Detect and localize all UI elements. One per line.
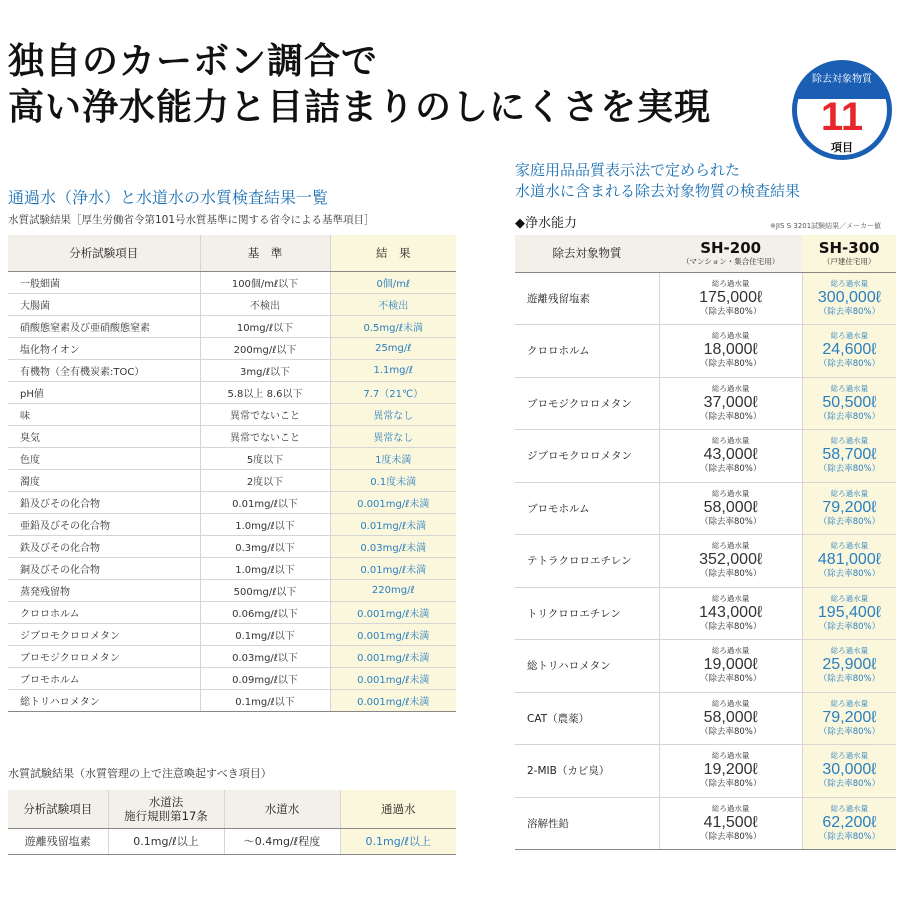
- cell-water-law: 0.1mg/ℓ以上: [108, 828, 224, 854]
- table-row: [8, 579, 456, 601]
- cell-sh300-capacity: [802, 377, 896, 430]
- cell-item: 味: [8, 403, 200, 425]
- table-row: [8, 645, 456, 667]
- cell-item: pH値: [8, 381, 200, 403]
- removal-rate: （除去率80%）: [699, 359, 762, 370]
- cell-result: 0個/mℓ: [330, 271, 456, 293]
- cell-standard: 不検出: [200, 293, 330, 315]
- cell-item: 有機物（全有機炭素:TOC）: [8, 359, 200, 381]
- table-row: [8, 381, 456, 403]
- cell-sh300-capacity: [802, 745, 896, 798]
- cell-item: ブロモホルム: [8, 667, 200, 689]
- cell-result: 0.5mg/ℓ未満: [330, 315, 456, 337]
- cell-sh200-capacity: [659, 535, 802, 588]
- cell-sh300-capacity: [802, 535, 896, 588]
- filtration-volume-label: 総ろ過水量: [830, 646, 869, 656]
- cell-sh300-capacity: [802, 640, 896, 693]
- cell-sh300-capacity: [802, 272, 896, 325]
- table-row: [515, 640, 896, 693]
- badge-unit: 項目: [831, 141, 853, 154]
- cell-standard: 0.1mg/ℓ以下: [200, 689, 330, 711]
- table-row: [8, 828, 456, 854]
- filtration-volume-label: 総ろ過水量: [711, 436, 750, 446]
- removal-rate: （除去率80%）: [699, 779, 762, 790]
- removal-rate: （除去率80%）: [818, 306, 881, 317]
- table-row: [8, 315, 456, 337]
- header-item: 分析試験項目: [8, 235, 200, 271]
- table-row: [515, 377, 896, 430]
- jis-note: ※JIS S 3201試験結果／メーカー値: [770, 222, 882, 230]
- items-count-badge: [792, 60, 892, 160]
- filtration-volume-label: 総ろ過水量: [711, 698, 750, 708]
- model-sh200-usage: （マンション・集合住宅用）: [682, 256, 780, 266]
- filtration-volume-label: 総ろ過水量: [830, 278, 869, 288]
- cell-sh300-capacity: [802, 587, 896, 640]
- filtration-volume-label: 総ろ過水量: [830, 383, 869, 393]
- header-sh300: [802, 235, 896, 272]
- filtration-volume-value: 58,000ℓ: [703, 708, 758, 726]
- table-row: [515, 692, 896, 745]
- removal-rate: （除去率80%）: [699, 726, 762, 737]
- cell-standard: 0.1mg/ℓ以下: [200, 623, 330, 645]
- table-row: [8, 425, 456, 447]
- cell-substance: ジブロモクロロメタン: [515, 430, 659, 483]
- cell-item: ジブロモクロロメタン: [8, 623, 200, 645]
- filtration-volume-value: 62,200ℓ: [822, 813, 877, 831]
- removal-rate: （除去率80%）: [699, 516, 762, 527]
- filtration-volume-label: 総ろ過水量: [830, 488, 869, 498]
- filtration-volume-label: 総ろ過水量: [830, 541, 869, 551]
- filtration-volume-value: 175,000ℓ: [699, 288, 763, 306]
- filtration-volume-value: 50,500ℓ: [822, 393, 877, 411]
- table-header-row: [515, 235, 896, 272]
- removal-rate: （除去率80%）: [818, 464, 881, 475]
- table-row: [8, 491, 456, 513]
- removal-rate: （除去率80%）: [818, 359, 881, 370]
- table-row: [515, 797, 896, 850]
- header-tap-water: 水道水: [224, 790, 340, 828]
- cell-sh200-capacity: [659, 325, 802, 378]
- cell-sh300-capacity: [802, 797, 896, 850]
- filtration-volume-value: 37,000ℓ: [703, 393, 758, 411]
- headline: [8, 38, 711, 130]
- cell-result: 0.001mg/ℓ未満: [330, 491, 456, 513]
- cell-result: 不検出: [330, 293, 456, 315]
- model-sh300: SH-300: [818, 238, 880, 257]
- table-row: [515, 272, 896, 325]
- filtration-volume-value: 30,000ℓ: [822, 761, 877, 779]
- badge-label: 除去対象物質: [797, 65, 887, 99]
- removal-title-line2: 水道水に含まれる除去対象物質の検査結果: [515, 182, 801, 200]
- cell-result: 0.03mg/ℓ未満: [330, 535, 456, 557]
- filtration-volume-value: 24,600ℓ: [822, 341, 877, 359]
- caution-items-table: [8, 790, 456, 855]
- cell-standard: 0.01mg/ℓ以下: [200, 491, 330, 513]
- cell-item: 亜鉛及びその化合物: [8, 513, 200, 535]
- table-row: [8, 601, 456, 623]
- table-row: [8, 359, 456, 381]
- table-row: [8, 535, 456, 557]
- cell-sh200-capacity: [659, 745, 802, 798]
- cell-result: 220mg/ℓ: [330, 579, 456, 601]
- filtration-volume-value: 352,000ℓ: [699, 551, 763, 569]
- removal-rate: （除去率80%）: [699, 831, 762, 842]
- header-sh200: [659, 235, 802, 272]
- cell-sh300-capacity: [802, 325, 896, 378]
- filtration-volume-value: 143,000ℓ: [699, 603, 763, 621]
- cell-substance: 総トリハロメタン: [515, 640, 659, 693]
- filtration-volume-label: 総ろ過水量: [711, 646, 750, 656]
- cell-result: 0.01mg/ℓ未満: [330, 557, 456, 579]
- cell-item: 大腸菌: [8, 293, 200, 315]
- cell-standard: 500mg/ℓ以下: [200, 579, 330, 601]
- removal-title-line1: 家庭用品品質表示法で定められた: [515, 161, 741, 179]
- removal-rate: （除去率80%）: [818, 674, 881, 685]
- cell-substance: CAT（農薬）: [515, 692, 659, 745]
- filtration-volume-value: 58,000ℓ: [703, 498, 758, 516]
- cell-item: 硝酸態窒素及び亜硝酸態窒素: [8, 315, 200, 337]
- table-row: [8, 623, 456, 645]
- cell-standard: 異常でないこと: [200, 425, 330, 447]
- table-row: [515, 535, 896, 588]
- table-row: [8, 557, 456, 579]
- cell-substance: 溶解性鉛: [515, 797, 659, 850]
- filtration-volume-label: 総ろ過水量: [830, 803, 869, 813]
- filtration-volume-label: 総ろ過水量: [830, 593, 869, 603]
- cell-item: 塩化物イオン: [8, 337, 200, 359]
- filtration-volume-label: 総ろ過水量: [711, 593, 750, 603]
- removal-rate: （除去率80%）: [699, 621, 762, 632]
- filtration-volume-label: 総ろ過水量: [830, 698, 869, 708]
- water-quality-table-body: [8, 271, 456, 711]
- cell-result: 0.01mg/ℓ未満: [330, 513, 456, 535]
- header-water-law: [108, 790, 224, 828]
- removal-rate: （除去率80%）: [818, 569, 881, 580]
- filtration-volume-label: 総ろ過水量: [830, 751, 869, 761]
- cell-result: 0.001mg/ℓ未満: [330, 645, 456, 667]
- header-filtered-water: 通過水: [340, 790, 456, 828]
- cell-sh200-capacity: [659, 587, 802, 640]
- cell-standard: 1.0mg/ℓ以下: [200, 557, 330, 579]
- filtration-volume-label: 総ろ過水量: [830, 331, 869, 341]
- cell-item: 遊離残留塩素: [8, 828, 108, 854]
- water-quality-subtitle: 水質試験結果［厚生労働省令第101号水質基準に関する省令による基準項目］: [8, 214, 375, 226]
- filtration-volume-value: 19,000ℓ: [703, 656, 758, 674]
- removal-rate: （除去率80%）: [699, 411, 762, 422]
- cell-sh200-capacity: [659, 482, 802, 535]
- caution-items-subtitle: 水質試験結果（水質管理の上で注意喚起すべき項目）: [8, 767, 272, 780]
- cell-substance: トリクロロエチレン: [515, 587, 659, 640]
- table-header-row: [8, 790, 456, 828]
- cell-result: 0.001mg/ℓ未満: [330, 623, 456, 645]
- water-quality-table: [8, 235, 456, 712]
- cell-result: 異常なし: [330, 425, 456, 447]
- filtration-volume-value: 195,400ℓ: [817, 603, 881, 621]
- cell-substance: ブロモホルム: [515, 482, 659, 535]
- filtration-volume-label: 総ろ過水量: [830, 436, 869, 446]
- header-substance: 除去対象物質: [515, 235, 659, 272]
- cell-item: クロロホルム: [8, 601, 200, 623]
- model-sh300-usage: （戸建住宅用）: [822, 256, 876, 266]
- table-row: [8, 667, 456, 689]
- table-row: [8, 403, 456, 425]
- cell-substance: 遊離残留塩素: [515, 272, 659, 325]
- cell-sh200-capacity: [659, 797, 802, 850]
- removal-results-title: [515, 160, 800, 202]
- cell-sh300-capacity: [802, 430, 896, 483]
- cell-standard: 10mg/ℓ以下: [200, 315, 330, 337]
- cell-item: 銅及びその化合物: [8, 557, 200, 579]
- filtration-volume-value: 79,200ℓ: [822, 708, 877, 726]
- cell-standard: 1.0mg/ℓ以下: [200, 513, 330, 535]
- removal-capacity-table: [515, 235, 896, 850]
- table-row: [8, 447, 456, 469]
- header-item: 分析試験項目: [8, 790, 108, 828]
- removal-rate: （除去率80%）: [818, 831, 881, 842]
- filtration-volume-label: 総ろ過水量: [711, 488, 750, 498]
- cell-result: 1度未満: [330, 447, 456, 469]
- removal-rate: （除去率80%）: [699, 306, 762, 317]
- removal-rate: （除去率80%）: [818, 516, 881, 527]
- cell-substance: テトラクロロエチレン: [515, 535, 659, 588]
- cell-item: 臭気: [8, 425, 200, 447]
- cell-standard: 0.09mg/ℓ以下: [200, 667, 330, 689]
- filtration-volume-value: 481,000ℓ: [817, 551, 881, 569]
- filtration-volume-label: 総ろ過水量: [711, 383, 750, 393]
- table-row: [515, 325, 896, 378]
- cell-sh200-capacity: [659, 640, 802, 693]
- cell-item: 総トリハロメタン: [8, 689, 200, 711]
- cell-standard: 異常でないこと: [200, 403, 330, 425]
- headline-line2: 高い浄水能力と目詰まりのしにくさを実現: [8, 86, 712, 128]
- cell-sh200-capacity: [659, 377, 802, 430]
- table-row: [515, 745, 896, 798]
- cell-tap-water: 〜0.4mg/ℓ程度: [224, 828, 340, 854]
- cell-result: 0.001mg/ℓ未満: [330, 601, 456, 623]
- cell-result: 0.1度未満: [330, 469, 456, 491]
- cell-item: 鉛及びその化合物: [8, 491, 200, 513]
- filtration-volume-value: 43,000ℓ: [703, 446, 758, 464]
- cell-standard: 0.03mg/ℓ以下: [200, 645, 330, 667]
- cell-substance: クロロホルム: [515, 325, 659, 378]
- filtration-volume-value: 41,500ℓ: [703, 813, 758, 831]
- cell-sh200-capacity: [659, 692, 802, 745]
- table-row: [8, 293, 456, 315]
- table-row: [515, 430, 896, 483]
- cell-standard: 2度以下: [200, 469, 330, 491]
- water-quality-title: 通過水（浄水）と水道水の水質検査結果一覧: [8, 188, 329, 207]
- badge-number: 11: [820, 95, 864, 139]
- cell-result: 25mg/ℓ: [330, 337, 456, 359]
- cell-standard: 5度以下: [200, 447, 330, 469]
- cell-item: 濁度: [8, 469, 200, 491]
- removal-rate: （除去率80%）: [699, 464, 762, 475]
- header-result: 結 果: [330, 235, 456, 271]
- filtration-volume-label: 総ろ過水量: [711, 751, 750, 761]
- model-sh200: SH-200: [700, 238, 762, 257]
- table-header-row: [8, 235, 456, 271]
- cell-sh300-capacity: [802, 482, 896, 535]
- cell-substance: ブロモジクロロメタン: [515, 377, 659, 430]
- cell-sh300-capacity: [802, 692, 896, 745]
- cell-item: 鉄及びその化合物: [8, 535, 200, 557]
- filtration-volume-value: 58,700ℓ: [822, 446, 877, 464]
- table-row: [515, 587, 896, 640]
- cell-result: 7.7（21℃）: [330, 381, 456, 403]
- filtration-volume-value: 300,000ℓ: [817, 288, 881, 306]
- header-standard: 基 準: [200, 235, 330, 271]
- cell-substance: 2-MIB（カビ臭）: [515, 745, 659, 798]
- removal-capacity-table-body: [515, 272, 896, 850]
- removal-rate: （除去率80%）: [699, 674, 762, 685]
- filtration-volume-label: 総ろ過水量: [711, 541, 750, 551]
- cell-standard: 100個/mℓ以下: [200, 271, 330, 293]
- removal-rate: （除去率80%）: [699, 569, 762, 580]
- filtration-volume-label: 総ろ過水量: [711, 331, 750, 341]
- filtration-volume-label: 総ろ過水量: [711, 278, 750, 288]
- cell-item: ブロモジクロロメタン: [8, 645, 200, 667]
- header-water-law-line1: 水道法: [148, 794, 184, 809]
- table-row: [8, 469, 456, 491]
- table-row: [8, 689, 456, 711]
- removal-rate: （除去率80%）: [818, 411, 881, 422]
- removal-rate: （除去率80%）: [818, 779, 881, 790]
- filtration-volume-label: 総ろ過水量: [711, 803, 750, 813]
- table-row: [8, 271, 456, 293]
- filtration-volume-value: 19,200ℓ: [703, 761, 758, 779]
- cell-standard: 200mg/ℓ以下: [200, 337, 330, 359]
- header-water-law-line2: 施行規則第17条: [124, 808, 208, 823]
- headline-line1: 独自のカーボン調合で: [8, 40, 379, 82]
- cell-standard: 0.3mg/ℓ以下: [200, 535, 330, 557]
- purification-capacity-label: ◆浄水能力: [515, 216, 577, 231]
- cell-item: 蒸発残留物: [8, 579, 200, 601]
- filtration-volume-value: 18,000ℓ: [703, 341, 758, 359]
- cell-standard: 3mg/ℓ以下: [200, 359, 330, 381]
- removal-rate: （除去率80%）: [818, 621, 881, 632]
- cell-result: 異常なし: [330, 403, 456, 425]
- filtration-volume-value: 25,900ℓ: [822, 656, 877, 674]
- filtration-volume-value: 79,200ℓ: [822, 498, 877, 516]
- cell-result: 0.001mg/ℓ未満: [330, 667, 456, 689]
- table-row: [8, 337, 456, 359]
- cell-item: 色度: [8, 447, 200, 469]
- cell-standard: 0.06mg/ℓ以下: [200, 601, 330, 623]
- table-row: [8, 513, 456, 535]
- table-row: [515, 482, 896, 535]
- cell-standard: 5.8以上 8.6以下: [200, 381, 330, 403]
- cell-item: 一般細菌: [8, 271, 200, 293]
- cell-sh200-capacity: [659, 272, 802, 325]
- removal-rate: （除去率80%）: [818, 726, 881, 737]
- cell-sh200-capacity: [659, 430, 802, 483]
- cell-filtered-water: 0.1mg/ℓ以上: [340, 828, 456, 854]
- cell-result: 0.001mg/ℓ未満: [330, 689, 456, 711]
- cell-result: 1.1mg/ℓ: [330, 359, 456, 381]
